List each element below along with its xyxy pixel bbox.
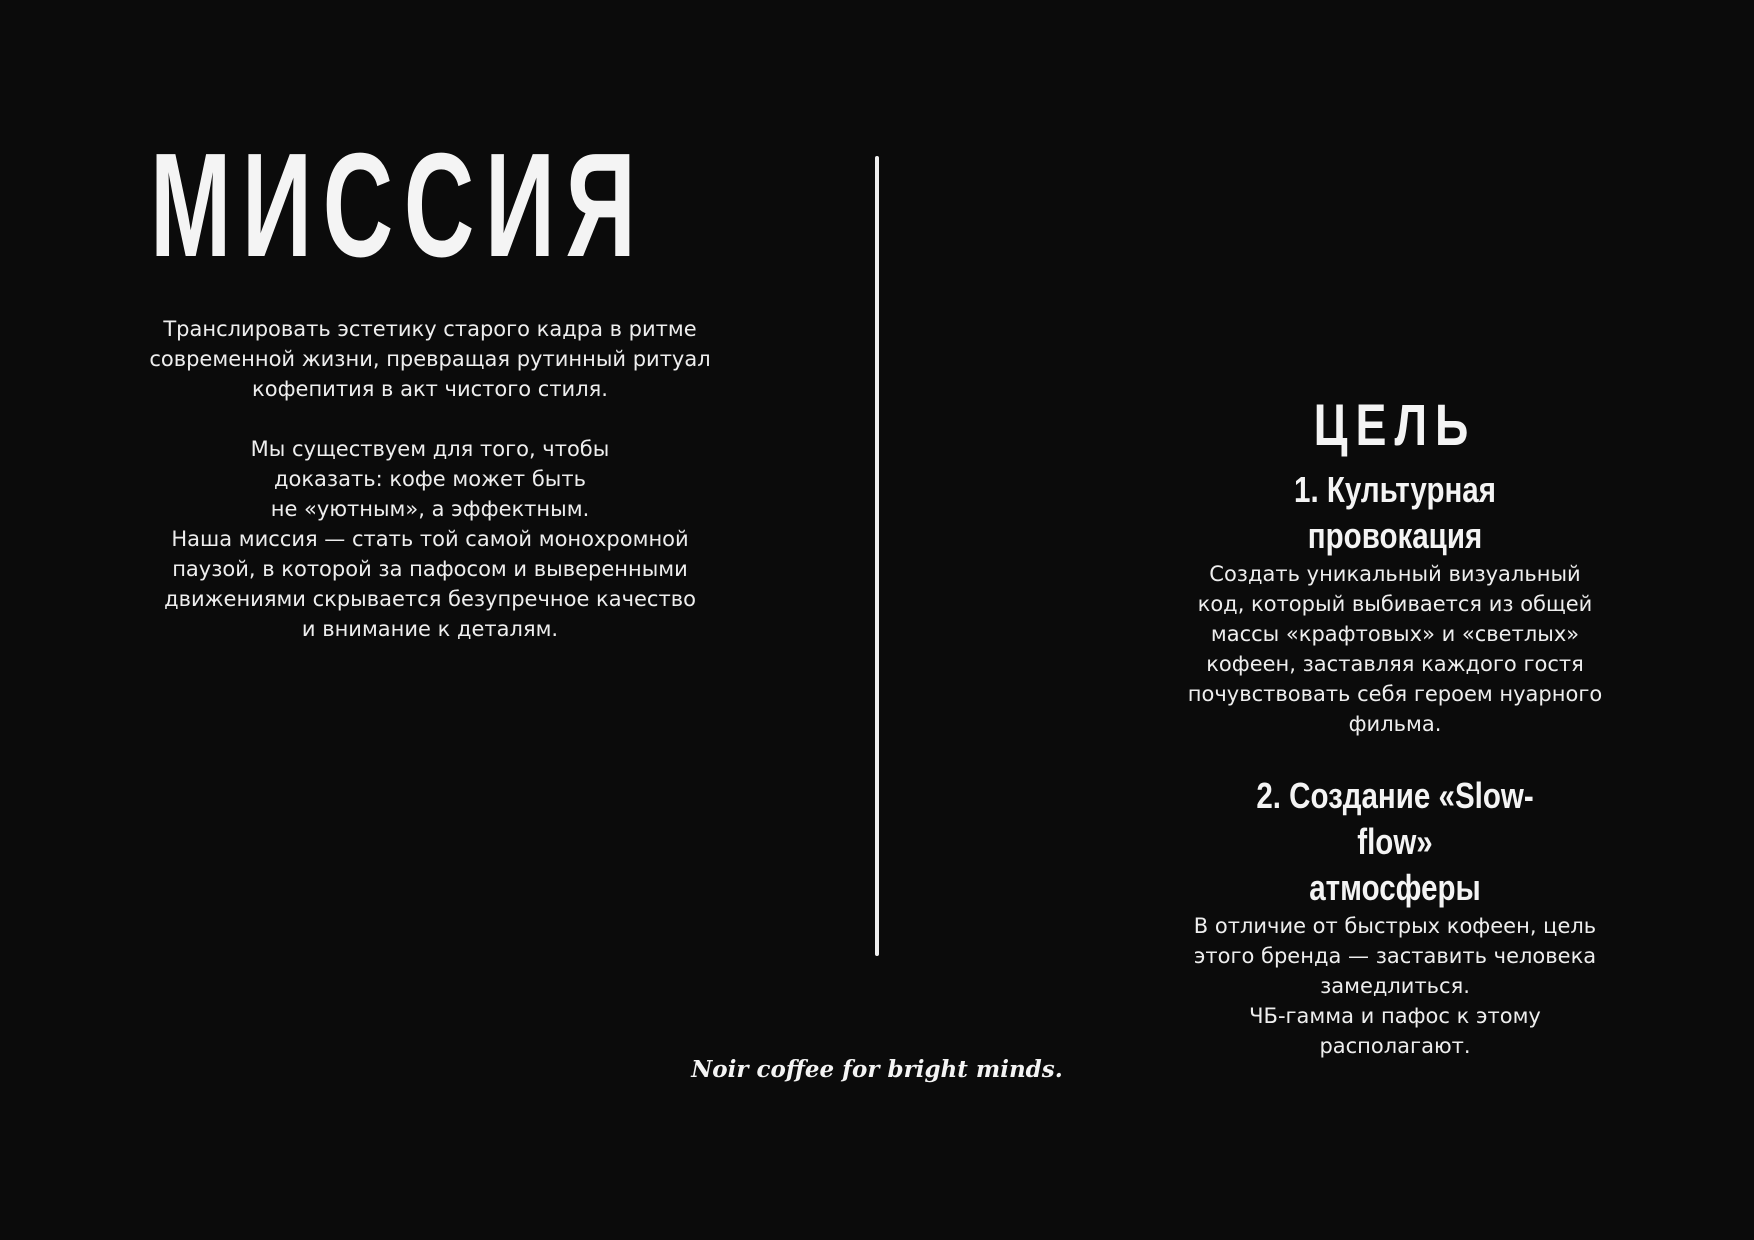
goal-item-title: 1. Культурная провокация	[1294, 469, 1496, 556]
goal-item-title: 2. Создание «Slow-flow» атмосферы	[1256, 775, 1534, 908]
vertical-divider	[875, 156, 879, 956]
mission-body	[140, 314, 720, 644]
goal-item-text: В отличие от быстрых кофеен, цель этого бренда — заставить человека замедлиться. ЧБ-гамма и пафос к этому располагают.	[1193, 914, 1597, 1058]
tagline: Noir coffee for bright minds.	[691, 1056, 1063, 1083]
goal-title: ЦЕЛЬ	[1313, 393, 1477, 458]
mission-paragraph-1: Транслировать эстетику старого кадра в ритме современной жизни, превращая рутинный ритуал кофепития в акт чистого стиля.	[149, 317, 711, 401]
mission-paragraph-2: Мы существуем для того, чтобы доказать: кофе может быть не «уютным», а эффектным. Наша миссия — стать той самой монохромной паузой, в которой за пафосом и выверенными движениями скрывается безупречное качество и внимание к деталям.	[164, 437, 696, 641]
goal-item	[1185, 467, 1605, 739]
goal-item	[1185, 773, 1605, 1061]
goal-section	[1185, 395, 1605, 1061]
goal-item-text: Создать уникальный визуальный код, который выбивается из общей массы «крафтовых» и «светлых» кофеен, заставляя каждого гостя почувствовать себя героем нуарного фильма.	[1187, 562, 1603, 736]
mission-title: МИССИЯ	[150, 123, 647, 288]
